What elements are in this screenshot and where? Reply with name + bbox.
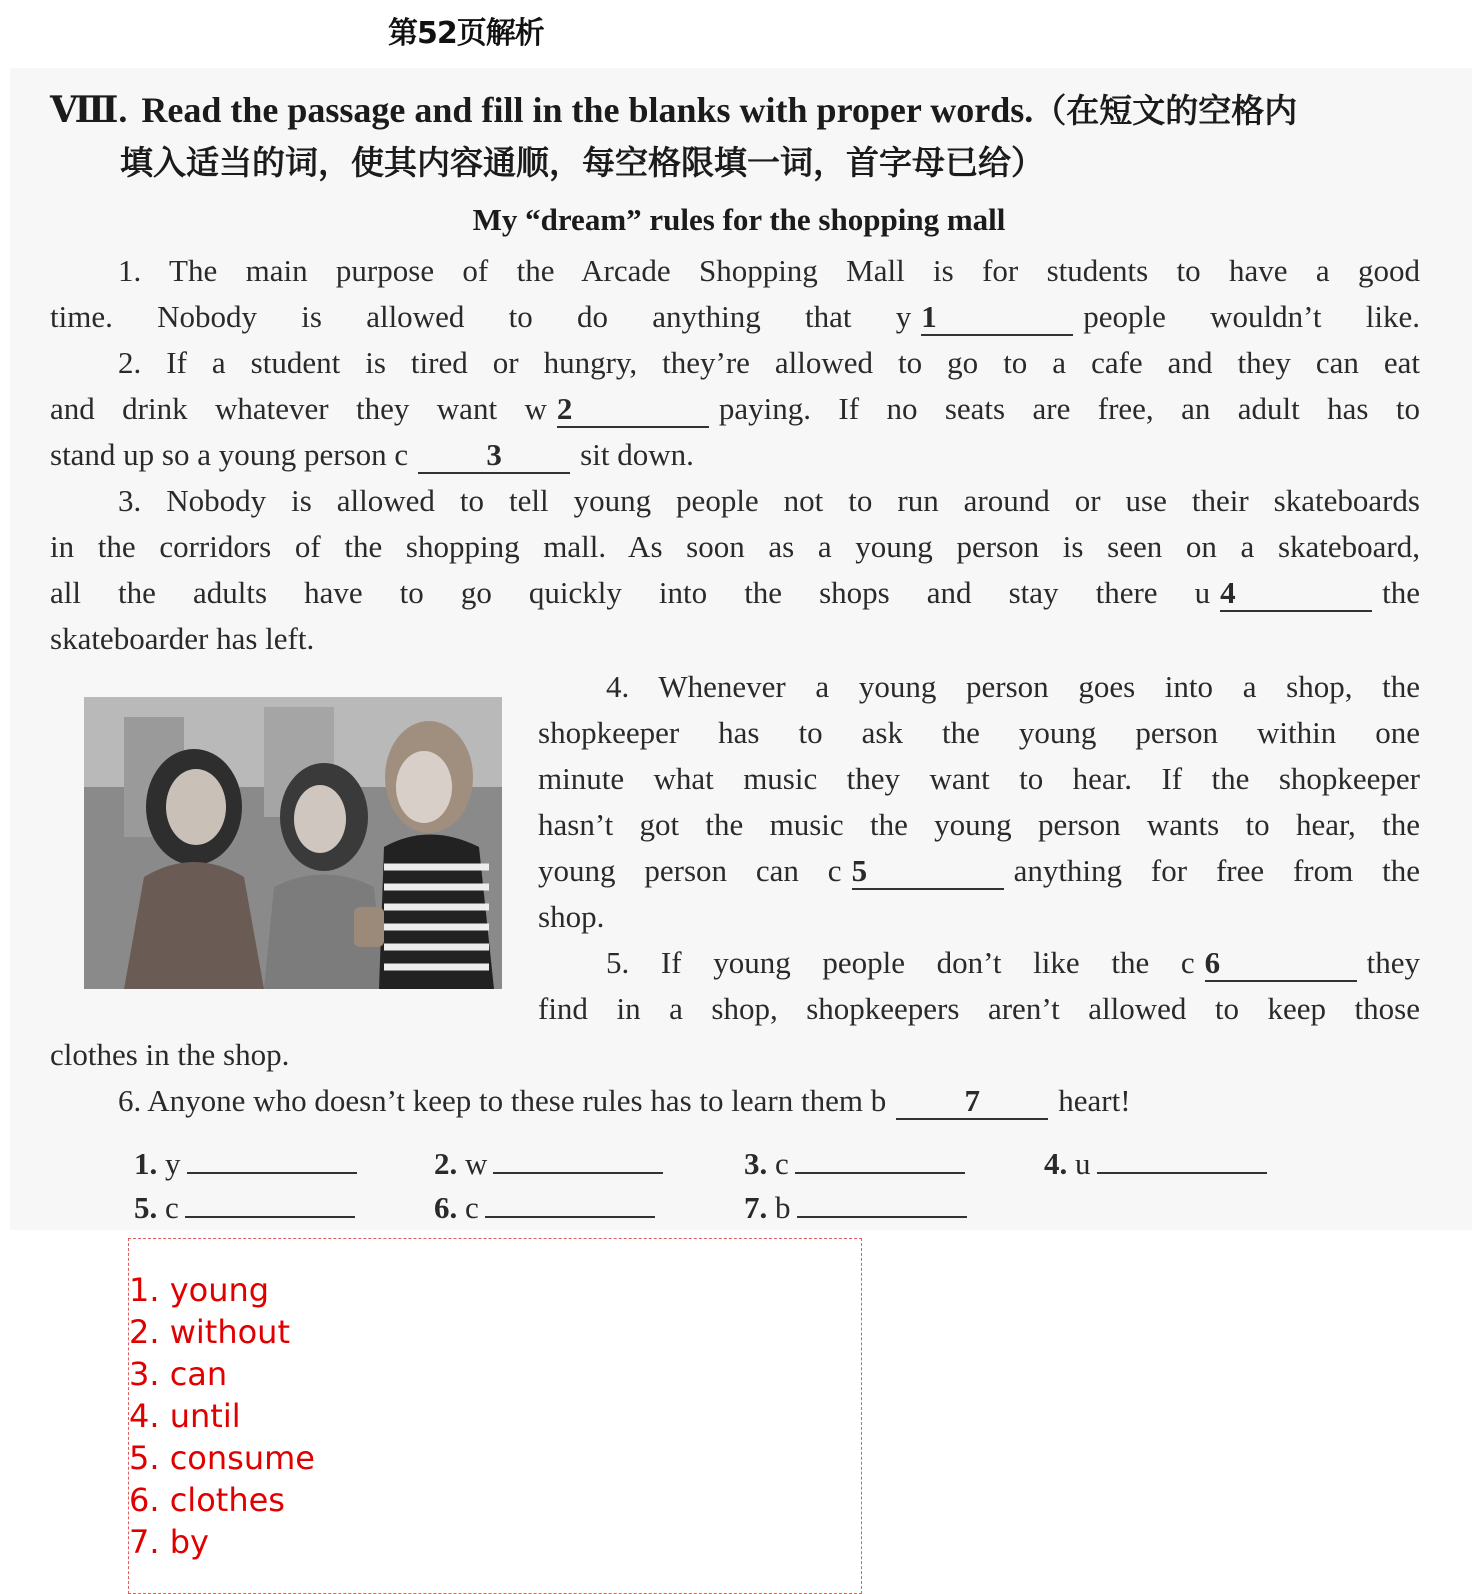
answer-3: 3. can [129, 1355, 228, 1393]
rule6-line1: 6. Anyone who doesn’t keep to these rules has to learn them b 7 heart! [118, 1083, 1131, 1118]
answer-6: 6. clothes [129, 1481, 285, 1519]
rule2-line1: 2. If a student is tired or hungry, they’re allowed to go to a cafe and they can eat [118, 345, 1420, 380]
exercise-heading [50, 84, 1420, 189]
rule4-line5: young person can c 5 anything for free from the [538, 853, 1420, 888]
photo-illustration [84, 697, 502, 989]
answer-5: 5. consume [129, 1439, 315, 1477]
rule4-line2: shopkeeper has to ask the young person within one [538, 715, 1420, 750]
rule4-line3: minute what music they want to hear. If the shopkeeper [538, 761, 1420, 796]
rule5-line3: clothes in the shop. [50, 1037, 290, 1072]
answer-key-box [128, 1238, 862, 1594]
question-4: 4. u [1044, 1146, 1267, 1182]
answer-line-7[interactable] [797, 1190, 967, 1218]
answer-line-1[interactable] [187, 1146, 357, 1174]
instruction-cn-1: （在短文的空格内 [1033, 91, 1298, 130]
answer-2: 2. without [129, 1313, 290, 1351]
answer-line-2[interactable] [493, 1146, 663, 1174]
question-3: 3. c [744, 1146, 965, 1182]
passage-title: My “dream” rules for the shopping mall [472, 202, 1006, 237]
answer-line-5[interactable] [185, 1190, 355, 1218]
rule1-line2: time. Nobody is allowed to do anything that y 1 people wouldn’t like. [50, 299, 1420, 334]
blank-4: 4 [1220, 576, 1372, 612]
rule5-line1: 5. If young people don’t like the c 6 they [606, 945, 1420, 980]
passage-right-column [538, 664, 1420, 1032]
answer-4: 4. until [129, 1397, 241, 1435]
section-number: Ⅷ. [50, 90, 128, 130]
passage-top [50, 248, 1420, 662]
instruction-cn-2: 填入适当的词，使其内容通顺，每空格限填一词，首字母已给） [120, 143, 1044, 182]
blank-2: 2 [557, 392, 709, 428]
blank-7: 7 [896, 1084, 1048, 1120]
answer-line-4[interactable] [1097, 1146, 1267, 1174]
page-title: 第52页解析 [388, 16, 544, 51]
question-2: 2. w [434, 1146, 663, 1182]
rule5-line2: find in a shop, shopkeepers aren’t allowed to keep those [538, 991, 1420, 1026]
question-6: 6. c [434, 1190, 655, 1226]
answer-7: 7. by [129, 1523, 209, 1561]
blank-5: 5 [852, 854, 1004, 890]
blank-6: 6 [1205, 946, 1357, 982]
rule2-line2: and drink whatever they want w 2 paying. If no seats are free, an adult has to [50, 391, 1420, 426]
blank-1: 1 [921, 300, 1073, 336]
rule3-line4: skateboarder has left. [50, 621, 315, 656]
rule1-line1: 1. The main purpose of the Arcade Shopping Mall is for students to have a good [118, 253, 1420, 288]
question-5: 5. c [134, 1190, 355, 1226]
blank-3: 3 [418, 438, 570, 474]
rule4-line6: shop. [538, 899, 605, 934]
photo-of-three-girls [84, 697, 502, 989]
answer-line-3[interactable] [795, 1146, 965, 1174]
rule4-line1: 4. Whenever a young person goes into a shop, the [606, 669, 1420, 704]
answer-line-6[interactable] [485, 1190, 655, 1218]
question-1: 1. y [134, 1146, 357, 1182]
answer-1: 1. young [129, 1271, 270, 1309]
rule4-line4: hasn’t got the music the young person wants to hear, the [538, 807, 1420, 842]
rule3-line1: 3. Nobody is allowed to tell young people not to run around or use their skateboards [118, 483, 1420, 518]
question-7: 7. b [744, 1190, 967, 1226]
rule3-line2: in the corridors of the shopping mall. As soon as a young person is seen on a skateboard, [50, 529, 1420, 564]
rule2-line3: stand up so a young person c 3 sit down. [50, 437, 694, 472]
passage-bottom [50, 1032, 1420, 1124]
instruction-en: Read the passage and fill in the blanks with proper words. [141, 90, 1034, 130]
rule3-line3: all the adults have to go quickly into the shops and stay there u 4 the [50, 575, 1420, 610]
